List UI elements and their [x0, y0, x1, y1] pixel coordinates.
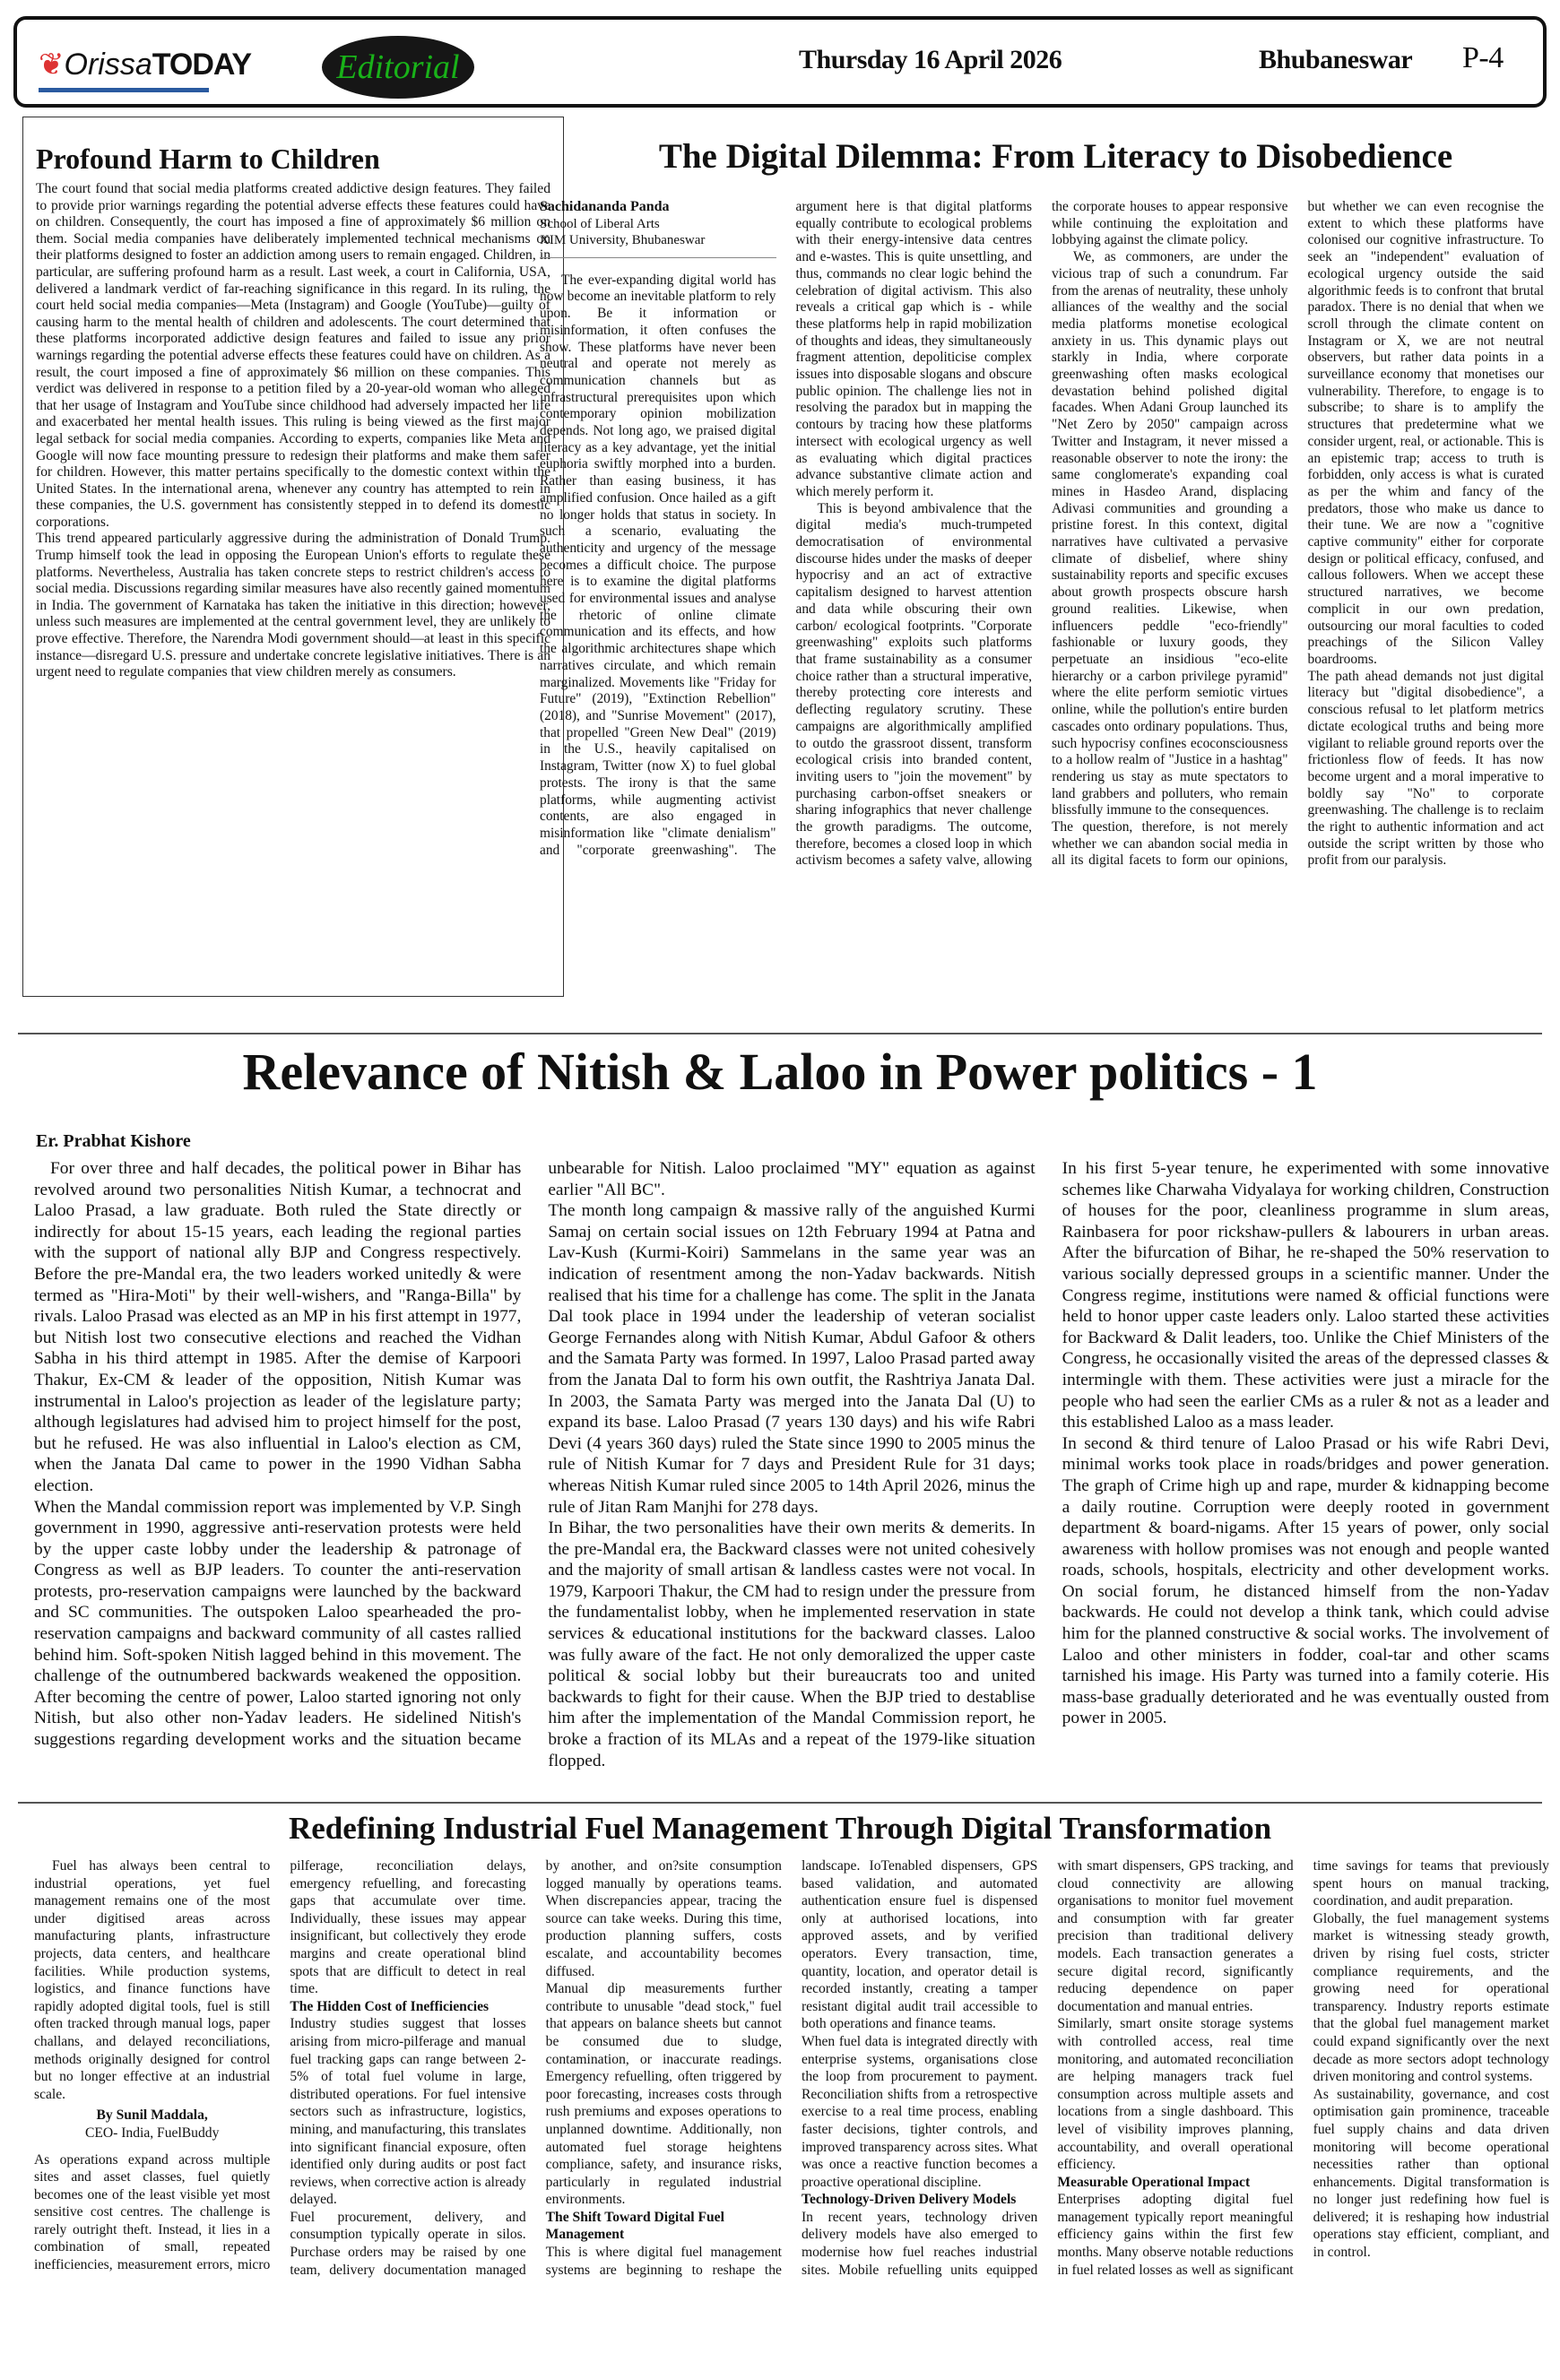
logo-bar [39, 88, 209, 92]
logo-text-bold: TODAY [152, 48, 251, 82]
article-paragraph: The court found that social media platforms created addictive design features. They failed to provide prior warnings regarding the potential adverse effects these features could have on children. Consequently, the court has imposed a fine of approximately $6 million on them. Social media companies have deliberately implemented technical mechanisms on their platforms designed to foster an addiction among users to remain engaged. Children, in particular, are suffering profound harm as a result. Last week, a court in California, USA, delivered a landmark verdict of far-reaching significance in this regard. In its ruling, the court held social media companies—Meta (Instagram) and Google (YouTube)—guilty of causing harm to the mental health of children and adolescents. The court determined that these platforms incorporated addictive design features and failed to issue any prior warnings regarding the potential adverse effects these features could have on children. As a result, the court imposed a fine of approximately $6 million on these companies. This verdict was delivered in response to a petition filed by a 20-year-old woman who alleged that her usage of Instagram and YouTube since childhood had adversely impacted her life and exacerbated her mental health issues. This ruling is being viewed as the first major legal setback for social media companies. According to experts, companies like Meta and Google will now face mounting pressure to redesign their platforms and make them safer for children. However, this matter pertains specifically to the domestic context within the United States. In the international arena, whenever any country has attempted to rein in these companies, the U.S. government has consistently stepped in to defend its domestic corporations. [36, 181, 550, 530]
subheading: The Shift Toward Digital Fuel Management [545, 2209, 724, 2243]
article-paragraph: In second & third tenure of Laloo Prasad or his wife Rabri Devi, minimal works took place in roads/bridges and power generation. The graph of Crime high up and rape, murder & kidnapping become a daily routine. Corruption were deeply rooted in government department & board-nigams. After 15 years of power, only social awareness with hollow promises was not enough and people wanted roads, schools, hospitals, electricity and other development works. On social forum, he distanced himself from the non-Yadav backwards. He could not develop a think tank, which could advise him for the planned constructive & social works. The involvement of Laloo and other ministers in fodder, coal-tar and other scams tarnished his image. His Party was turned into a family coterie. His mass-base gradually deteriorated and he was eventually ousted from power in 2005. [1062, 1433, 1549, 1728]
article-body [34, 1857, 1549, 2377]
masthead [13, 16, 1547, 108]
editorial-article-box [22, 117, 564, 997]
article-headline: Redefining Industrial Fuel Management Through Digital Transformation [288, 1811, 1272, 1846]
article-paragraph: When fuel data is integrated directly with enterprise systems, organisations close the loop from procurement to payment. Reconciliation shifts from a retrospective exercise to a real time process, enabling faster decisions, tighter controls, and improved transparency across sites. What was once a reactive function becomes a proactive operational discipline. [801, 2033, 1038, 2190]
author-block [540, 199, 776, 258]
article-paragraph: Globally, the fuel management systems market is witnessing steady growth, driven by rising fuel costs, stricter compliance requirements, and the growing need for operational transparency. Industry reports estimate that the global fuel management market could expand significantly over the next decade as more sectors adopt technology driven monitoring and control systems. [1313, 1910, 1549, 2085]
subheading: Measurable Operational Impact [1057, 2174, 1251, 2190]
article-paragraph: The ever-expanding digital world has now become an inevitable platform to rely upon. Be it information or misinformation, it often confuses the show. These platforms have never been neutral and operate not merely as communication channels but as infrastructural prerequisites upon which contemporary opinion mobilization depends. Not long ago, we praised digital literacy as a key advantage, yet the initial euphoria swiftly morphed into a burden. Rather than easing business, it has amplified confusion. Once hailed as a gift no longer holds that status in society. In such a scenario, evaluating the authenticity and urgency of the message becomes a difficult choice. The purpose here is to examine the digital platforms used for environmental issues and analyse the rhetoric of online climate communication and its effects, and how the algorithmic architectures shape which narratives circulate, and which remain marginalized. Movements like "Friday for Future" (2019), "Extinction Rebellion" (2018), and "Sunrise Movement" (2017), that propelled "Green New Deal" (2019) in the U.S., heavily capitalised on Instagram, Twitter (now X) to fuel global protests. The irony is that the same platforms, while augmenting activist contents, are also engaged in misinformation like "climate denialism" and "corporate greenwashing". The argument here is that digital platforms equally contribute to ecological problems with their energy-intensive data centres and e-wastes. This is quite unsettling, and thus, commands no clear logic behind the celebration of digital activism. This also reveals a critical gap which is - while these platforms help in rapid mobilization of thoughts and ideas, they simultaneously fragment attention, depoliticise complex issues into disposable slogans and obscure public opinion. The challenge lies not in resolving the paradox but in mapping the contours by tracing how these platforms intersect with ecological urgency as well as evaluating which digital practices advance substantive climate action and which merely perform it. [540, 199, 1032, 858]
article-paragraph: Manual dip measurements further contribute to unusable "dead stock," fuel that appears on balance sheets but cannot be consumed due to sludge, contamination, or inaccurate readings. Emergency refuelling, often triggered by poor forecasting, increases costs through rush premiums and exposes operations to unplanned downtime. Additionally, non automated fuel storage heightens compliance, safety, and insurance risks, particularly in regulated industrial environments. [545, 1981, 782, 2208]
map-icon: ❦ [39, 48, 65, 82]
byline [34, 2107, 270, 2142]
article-paragraph: This trend appeared particularly aggressive during the administration of Donald Trump. Trump himself took the lead in opposing the European Union's efforts to regulate these platforms. Nevertheless, Australia has taken concrete steps to restrict children's access to social media. Discussions regarding similar measures have also recently gained momentum in India. The government of Karnataka has taken the initiative in this direction; however, unless such measures are implemented at the central government level, they are unlikely to prove effective. Therefore, the Narendra Modi government should—at least in this specific instance—disregard U.S. pressure and undertake concrete legislative initiatives. There is an urgent need to regulate companies that view children merely as consumers. [36, 531, 550, 680]
article-paragraph: When the Mandal commission report was implemented by V.P. Singh government in 1990, aggressive anti-reservation protests were held by the upper caste lobby under the leadership & patronage of Congress as well as BJP leaders. To counter the anti-reservation protests, pro-reservation campaigns were launched by the backward and SC communities. The outspoken Laloo spearheaded the pro-reservation campaigns and backward community of all castes rallied behind him. Soft-spoken Nitish lagged behind in this movement. The challenge of the outnumbered backwards weakened the opposition. After becoming the centre of power, Laloo started ignoring not only Nitish, but also other non-Yadav leaders. He sidelined Nitish's suggestions regarding development works and the situation became unbearable for Nitish. Laloo proclaimed "MY" equation as against earlier "All BC". [34, 1159, 1036, 1750]
city: Bhubaneswar [1259, 45, 1413, 74]
article-paragraph: In recent years, technology driven delivery models have also emerged to modernise how fuel reaches industrial sites. Mobile refuelling units equipped with smart dispensers, GPS tracking, and cloud connectivity are allowing organisations to monitor fuel movement and consumption with far greater precision than traditional delivery models. Each transaction generates a secure digital record, significantly reducing dependence on paper documentation and manual entries. [801, 1858, 1294, 2278]
article-body [540, 199, 1544, 1024]
article-paragraph: Enterprises adopting digital fuel management typically report meaningful efficiency gains within the first few months. Many observe notable reductions in fuel related losses as well as significant time savings for teams that previously spent hours on manual tracking, coordination, and audit preparation. [1057, 1858, 1549, 2278]
article-body [34, 1158, 1549, 1796]
logo-text: Orissa [64, 48, 152, 82]
article-paragraph: Fuel procurement, delivery, and consumption typically operate in silos. Purchase orders may be raised by one team, delivery documentation managed by another, and on?site consumption logged manually by operations teams. When discrepancies appear, tracing the source can take weeks. During this time, production planning suffers, costs escalate, and accountability becomes diffused. [290, 1858, 782, 2278]
article-paragraph: As sustainability, governance, and cost optimisation gain prominence, traceable fuel supply chains and data driven monitoring will become operational necessities rather than optional enhancements. Digital transformation is no longer just redefining how fuel is delivered; it is reshaping how industrial operations stay efficient, compliant, and in control. [1313, 2086, 1549, 2261]
author-role: CEO- India, FuelBuddy [84, 2125, 220, 2141]
article-paragraph: Industry studies suggest that losses arising from micro-pilferage and manual fuel tracking gaps can range between 2-5% of total fuel volume in large, distributed operations. For fuel intensive sectors such as infrastructure, logistics, mining, and manufacturing, this translates into significant financial exposure, often identified only during audits or post fact reviews, when corrective action is already delayed. [290, 2016, 526, 2208]
section-badge: Editorial [322, 36, 474, 99]
article-paragraph: The month long campaign & massive rally of the anguished Kurmi Samaj on certain social issues on 12th February 1994 at Patna and Lav-Kush (Kurmi-Koiri) Sammelans in the same year was an indication of resentment among the non-Yadav backwards. Nitish realised that his time for a challenge has come. The split in the Janata Dal took place in 1994 under the leadership of veteran socialist George Fernandes along with Nitish Kumar, Abdul Gafoor & others and the Samata Party was formed. In 1997, Laloo Prasad parted away from the Janata Dal to form his own outfit, the Rashtriya Janata Dal. In 2003, the Samata Party was merged into the Janata Dal (U) to expand its base. Laloo Prasad (7 years 130 days) and his wife Rabri Devi (4 years 360 days) ruled the State since 1990 to 2005 minus the rule of Nitish Kumar for 7 days and President Rule for 31 days; whereas Nitish Kumar ruled since 2005 to 14th April 2026, minus the rule of Jitan Ram Manjhi for 278 days. [548, 1201, 1036, 1517]
article-headline: Relevance of Nitish & Laloo in Power politics - 1 [242, 1043, 1318, 1101]
article-headline: The Digital Dilemma: From Literacy to Disobedience [658, 137, 1453, 176]
article-paragraph: The path ahead demands not just digital literacy but "digital disobedience", a conscious refusal to let platform metrics dictate ecological truths and being more vigilant to reliable ground reports over the frictionless flow of feeds. It has now become urgent and a moral imperative to boldly say "No" to corporate greenwashing. The challenge is to reclaim the right to authentic information and act outside the script written by those who profit from our paralysis. [1307, 668, 1544, 869]
author-name: Sachidananda Panda [540, 199, 670, 214]
author-affiliation: School of Liberal Arts [540, 216, 660, 231]
article-headline: Profound Harm to Children [36, 143, 380, 175]
article-paragraph: Fuel has always been central to industrial operations, yet fuel management remains one of the most under digitised areas across manufacturing plants, infrastructure projects, data centers, and healthcare facilities. While production systems, logistics, and finance functions have rapidly adopted digital tools, fuel is still often tracked through manual logs, paper challans, and delayed reconciliations, methods originally designed for control but no longer effective at an industrial scale. [34, 1858, 271, 2102]
article-paragraph: This is beyond ambivalence that the digital media's much-trumpeted democratisation of environmental discourse hides under the masks of deeper hypocrisy and an act of extractive capitalism designed to harvest attention and data while obscuring their own carbon/ ecological footprints. "Corporate greenwashing" exploits such platforms that frame sustainability as a consumer choice rather than a structural imperative, thereby protecting core interests and deflecting regulatory scrutiny. These campaigns are algorithmically amplified to outdo the grassroot dissent, transform ecological crisis into branded content, inviting users to "join the movement" by purchasing carbon-offset sneakers or sharing infographics that never challenge the growth paradigms. The outcome, therefore, becomes a closed loop in which activism becomes a safety valve, allowing the corporate houses to appear responsive while continuing the exploitation and lobbying against the climate policy. [795, 199, 1288, 869]
section-divider [18, 1033, 1542, 1034]
article-paragraph: For over three and half decades, the political power in Bihar has revolved around two personalities Nitish Kumar, a technocrat and Laloo Prasad, a law graduate. Both ruled the State directly or indirectly for about 15-15 years, each leading the regional parties with the support of national ally BJP and Congress respectively. Before the pre-Mandal era, the two leaders worked unitedly & were termed as "Hira-Moti" by their well-wishers, and "Ranga-Billa" by rivals. Laloo Prasad was elected as an MP in his first attempt in 1977, but Nitish lost two consecutive elections and reached the Vidhan Sabha in his third attempt in 1985. After the demise of Karpoori Thakur, Ex-CM & leader of the opposition, Nitish Kumar was instrumental in Laloo's projection as leader of the legislature party; although legislatures had advised him to project himself for the post, but he refused. He was also influential in Laloo's election as CM, when the Janata Dal came to power in the 1990 Vidhan Sabha election. [34, 1159, 522, 1495]
issue-date: Thursday 16 April 2026 [799, 45, 1062, 74]
author-affiliation: XIM University, Bhubaneswar [540, 232, 706, 247]
article-paragraph: This is where digital fuel management systems are beginning to reshape the landscape. IoTenabled dispensers, GPS based validation, and automated authentication ensure fuel is dispensed only at authorised locations, into approved assets, and by verified operators. Every transaction, time, quantity, location, and operator detail is recorded instantly, creating a tamper resistant digital audit trail accessible to both operations and finance teams. [545, 1858, 1038, 2278]
article-paragraph: We, as commoners, are under the vicious trap of such a conundrum. Far from the arenas of neutrality, these unholy alliances of the wealthy and the social media platforms monetise ecological anxiety in us. This dynamic plays out starkly in India, where corporate greenwashing often masks ecological devastation behind polished digital facades. When Adani Group launched its "Net Zero by 2050" campaign across Twitter and Instagram, it never missed a reasonable observer to note the irony: the same conglomerate's expanding coal mines in Hasdeo Arand, displacing Adivasi communities and grounding a pristine forest. In this context, digital narratives have cultivated a pervasive climate of disbelief, where shiny sustainability reports and specific excuses about growth prospects obscure harsh ground realities. Likewise, when influencers peddle "eco-friendly" fashionable or luxury goods, they perpetuate an insidious "eco-elite hierarchy or a carbon privilege pyramid" where the elite perform semiotic virtues online, while the pollution's entire burden cascades onto ordinary populations. Thus, such hypocrisy confines ecoconsciousness to a hollow realm of "Justice in a hashtag" rendering us stay as mute spectators to land grabbers and polluters, who remain blissfully immune to the consequences. [1052, 249, 1288, 818]
article-paragraph: In his first 5-year tenure, he experimented with some innovative schemes like Charwaha Vidyalaya for working children, Construction of houses for the poor, cleanliness programme in slum areas, Rainbasera for poor rickshaw-pullers & labourers in urban areas. After the bifurcation of Bihar, he re-shaped the 50% reservation to various socially depressed groups in a scientific manner. Under the Congress regime, institutions were named & official functions were held to honor upper caste leaders only. Laloo started these activities for Backward & Dalit leaders, too. Unlike the Chief Ministers of the Congress, he occasionally visited the areas of the depressed classes & intermingle with them. These activities were just a miracle for the people who had seen the earlier CMs as a ruler & not as a leader and this established Laloo as a mass leader. [1062, 1159, 1549, 1432]
section-divider [18, 1802, 1542, 1804]
page-number: P-4 [1462, 41, 1504, 74]
orissa-today-logo [39, 47, 251, 82]
article-paragraph: Similarly, smart onsite storage systems with controlled access, real time monitoring, and automated reconciliation are helping managers track fuel consumption across multiple assets and locations from a single dashboard. This level of visibility improves planning, accountability, and overall operational efficiency. [1057, 2016, 1294, 2173]
article-paragraph: In Bihar, the two personalities have their own merits & demerits. In the pre-Mandal era, the Backward classes were not united cohesively and the majority of small artisan & landless castes were not vocal. In 1979, Karpoori Thakur, the CM had to resign under the pressure from the fundamentalist lobby, when he implemented reservation in state services & educational institutions for the backward classes. Laloo was fully aware of the fact. He not only demoralized the upper caste political & social lobby but their bureaucrats too and united backwards to fight for their cause. When the BJP tried to destablise him after the implementation of the Mandal Commission report, he broke a fraction of its MLAs and a repeat of the 1979-like situation flopped. [548, 1519, 1036, 1770]
article-paragraph: As operations expand across multiple sites and asset classes, fuel quietly becomes one of the least visible yet most sensitive cost centres. The challenge is rarely outright theft. Instead, it lies in a combination of small, repeated inefficiencies, measurement errors, micro pilferage, reconciliation delays, emergency refuelling, and forecasting gaps that accumulate over time. Individually, these issues may appear insignificant, but collectively they erode margins and create operational blind spots that are difficult to detect in real time. [34, 1858, 526, 2273]
byline: Er. Prabhat Kishore [36, 1131, 191, 1151]
subheading: The Hidden Cost of Inefficiencies [290, 1998, 490, 2014]
subheading: Technology-Driven Delivery Models [801, 2192, 1017, 2208]
article-paragraph: The question, therefore, is not merely whether we can abandon social media in all its digital facets to form our opinions, but whether we can even recognise the extent to which these platforms have colonised our cognitive infrastructure. To seek an "independent" evaluation of ecological urgency outside the said algorithmic feeds is to confront that brutal paradox. There is no denial that when we scroll through the climate content on Instagram or X, we are not neutral observers, but rather data points in a surveillance economy that monetises our vulnerability. Therefore, to engage is to subscribe; to share is to amplify the structures that predetermine what we consider urgent, real, or actionable. This is an epistemic trap; access to truth is forbidden, only access is what is curated as per the whim and fancy of the predators, those who make us dance to their tune. We are now a "cognitive captive community" either for corporate design or political efficacy, confused, and callous followers. When we accept these structured narratives, we become complicit in our own predation, outsourcing our moral faculties to coded preachings of the Silicon Valley boardrooms. [1052, 199, 1544, 869]
author-name: By Sunil Maddala, [96, 2107, 208, 2124]
